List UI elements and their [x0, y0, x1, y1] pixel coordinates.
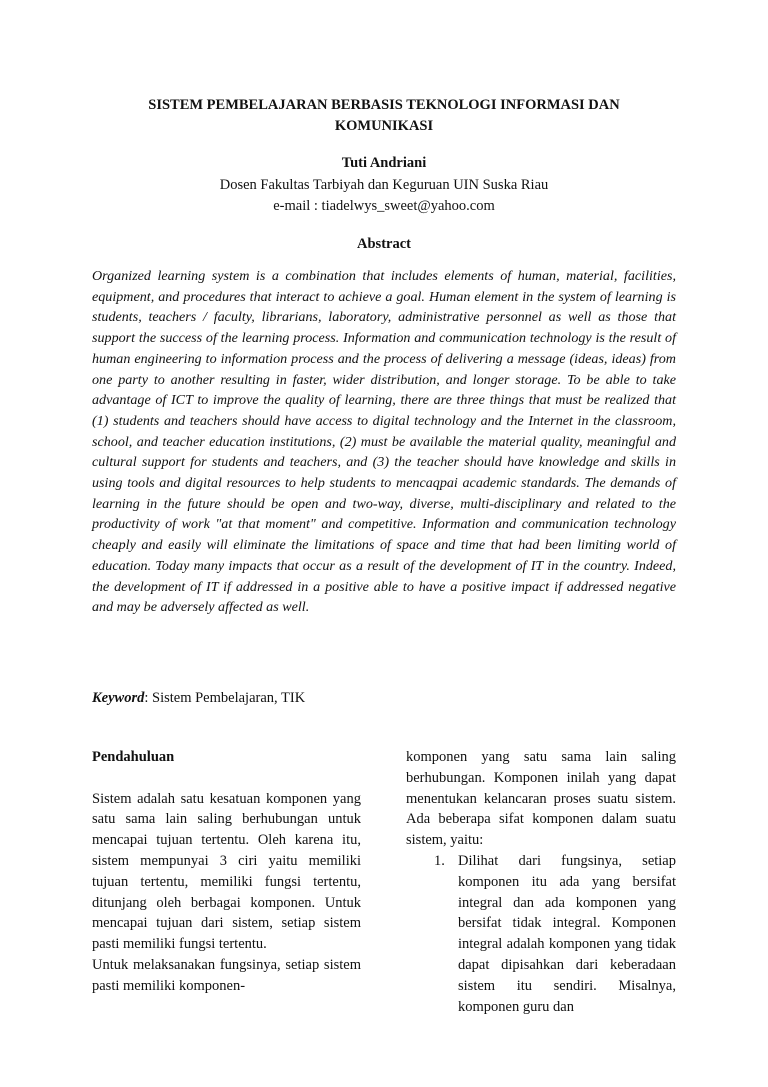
affiliation: Dosen Fakultas Tarbiyah dan Keguruan UIN Suska Riau	[219, 177, 549, 193]
keyword-line	[92, 688, 676, 708]
body-paragraph: Untuk melaksanakan fungsinya, setiap sistem pasti memiliki komponen-	[92, 956, 361, 994]
body-paragraph: komponen yang satu sama lain saling berhubungan. Komponen inilah yang dapat menentukan kelancaran proses suatu sistem. Ada beberapa sifat komponen dalam suatu sistem, yaitu:	[406, 749, 676, 849]
list-item-number: 1.	[434, 852, 445, 869]
keyword-label: Keyword	[92, 690, 145, 706]
paper-title	[92, 95, 676, 137]
title-line-2: KOMUNIKASI	[334, 118, 434, 134]
author-affiliation-block	[92, 175, 676, 217]
body-paragraph: Sistem adalah satu kesatuan komponen yang satu sama lain saling berhubungan untuk mencapai tujuan tertentu. Oleh karena itu, sistem mempunyai 3 ciri yaitu memiliki tujuan tertentu, memiliki fungsi tertentu, ditunjang oleh berbagai komponen. Untuk mencapai tujuan dari sistem, setiap sistem pasti memiliki fungsi tertentu.	[92, 790, 361, 953]
abstract-text: Organized learning system is a combination that includes elements of human, material, facilities, equipment, and procedures that interact to achieve a goal. Human element in the system of learning is students, teachers / faculty, librarians, laboratory, administrative personnel as well as those that support the success of the learning process. Information and communication technology is the result of human engineering to information process and the process of delivering a message (ideas, ideas) from one party to another resulting in faster, wider distribution, and longer storage. To be able to take advantage of ICT to improve the quality of learning, there are three things that must be realized that (1) students and teachers should have access to digital technology and the Internet in the classroom, school, and teacher education institutions, (2) must be available the material quality, meaningful and cultural support for students and teachers, and (3) the teacher should have knowledge and skills in using tools and digital resources to help students to mencaqpai academic standards. The demands of learning in the future should be open and two-way, diverse, multi-disciplinary and related to the productivity of work "at that moment" and competitive. Information and communication technology cheaply and easily will eliminate the limitations of space and time that had been limiting world of education. Today many impacts that occur as a result of the development of IT in the country. Indeed, the development of IT if addressed in a positive able to have a positive impact if addressed negative and may be adversely affected as well.	[92, 268, 676, 616]
email: e-mail : tiadelwys_sweet@yahoo.com	[273, 198, 495, 214]
abstract-heading: Abstract	[357, 236, 411, 252]
right-column	[406, 747, 676, 1017]
title-line-1: SISTEM PEMBELAJARAN BERBASIS TEKNOLOGI INFORMASI DAN	[148, 97, 620, 113]
author-name: Tuti Andriani	[341, 155, 427, 171]
list-item-text: Dilihat dari fungsinya, setiap komponen itu ada yang bersifat integral dan ada komponen yang bersifat tidak integral. Komponen integral adalah komponen yang tidak dapat dipisahkan dari keberadaan sistem itu sendiri. Misalnya, komponen guru dan	[458, 852, 676, 1015]
list-item	[406, 851, 676, 1017]
keyword-text: : Sistem Pembelajaran, TIK	[144, 690, 306, 706]
left-column	[92, 747, 361, 997]
numbered-list	[406, 851, 676, 1017]
section-heading: Pendahuluan	[92, 749, 175, 765]
